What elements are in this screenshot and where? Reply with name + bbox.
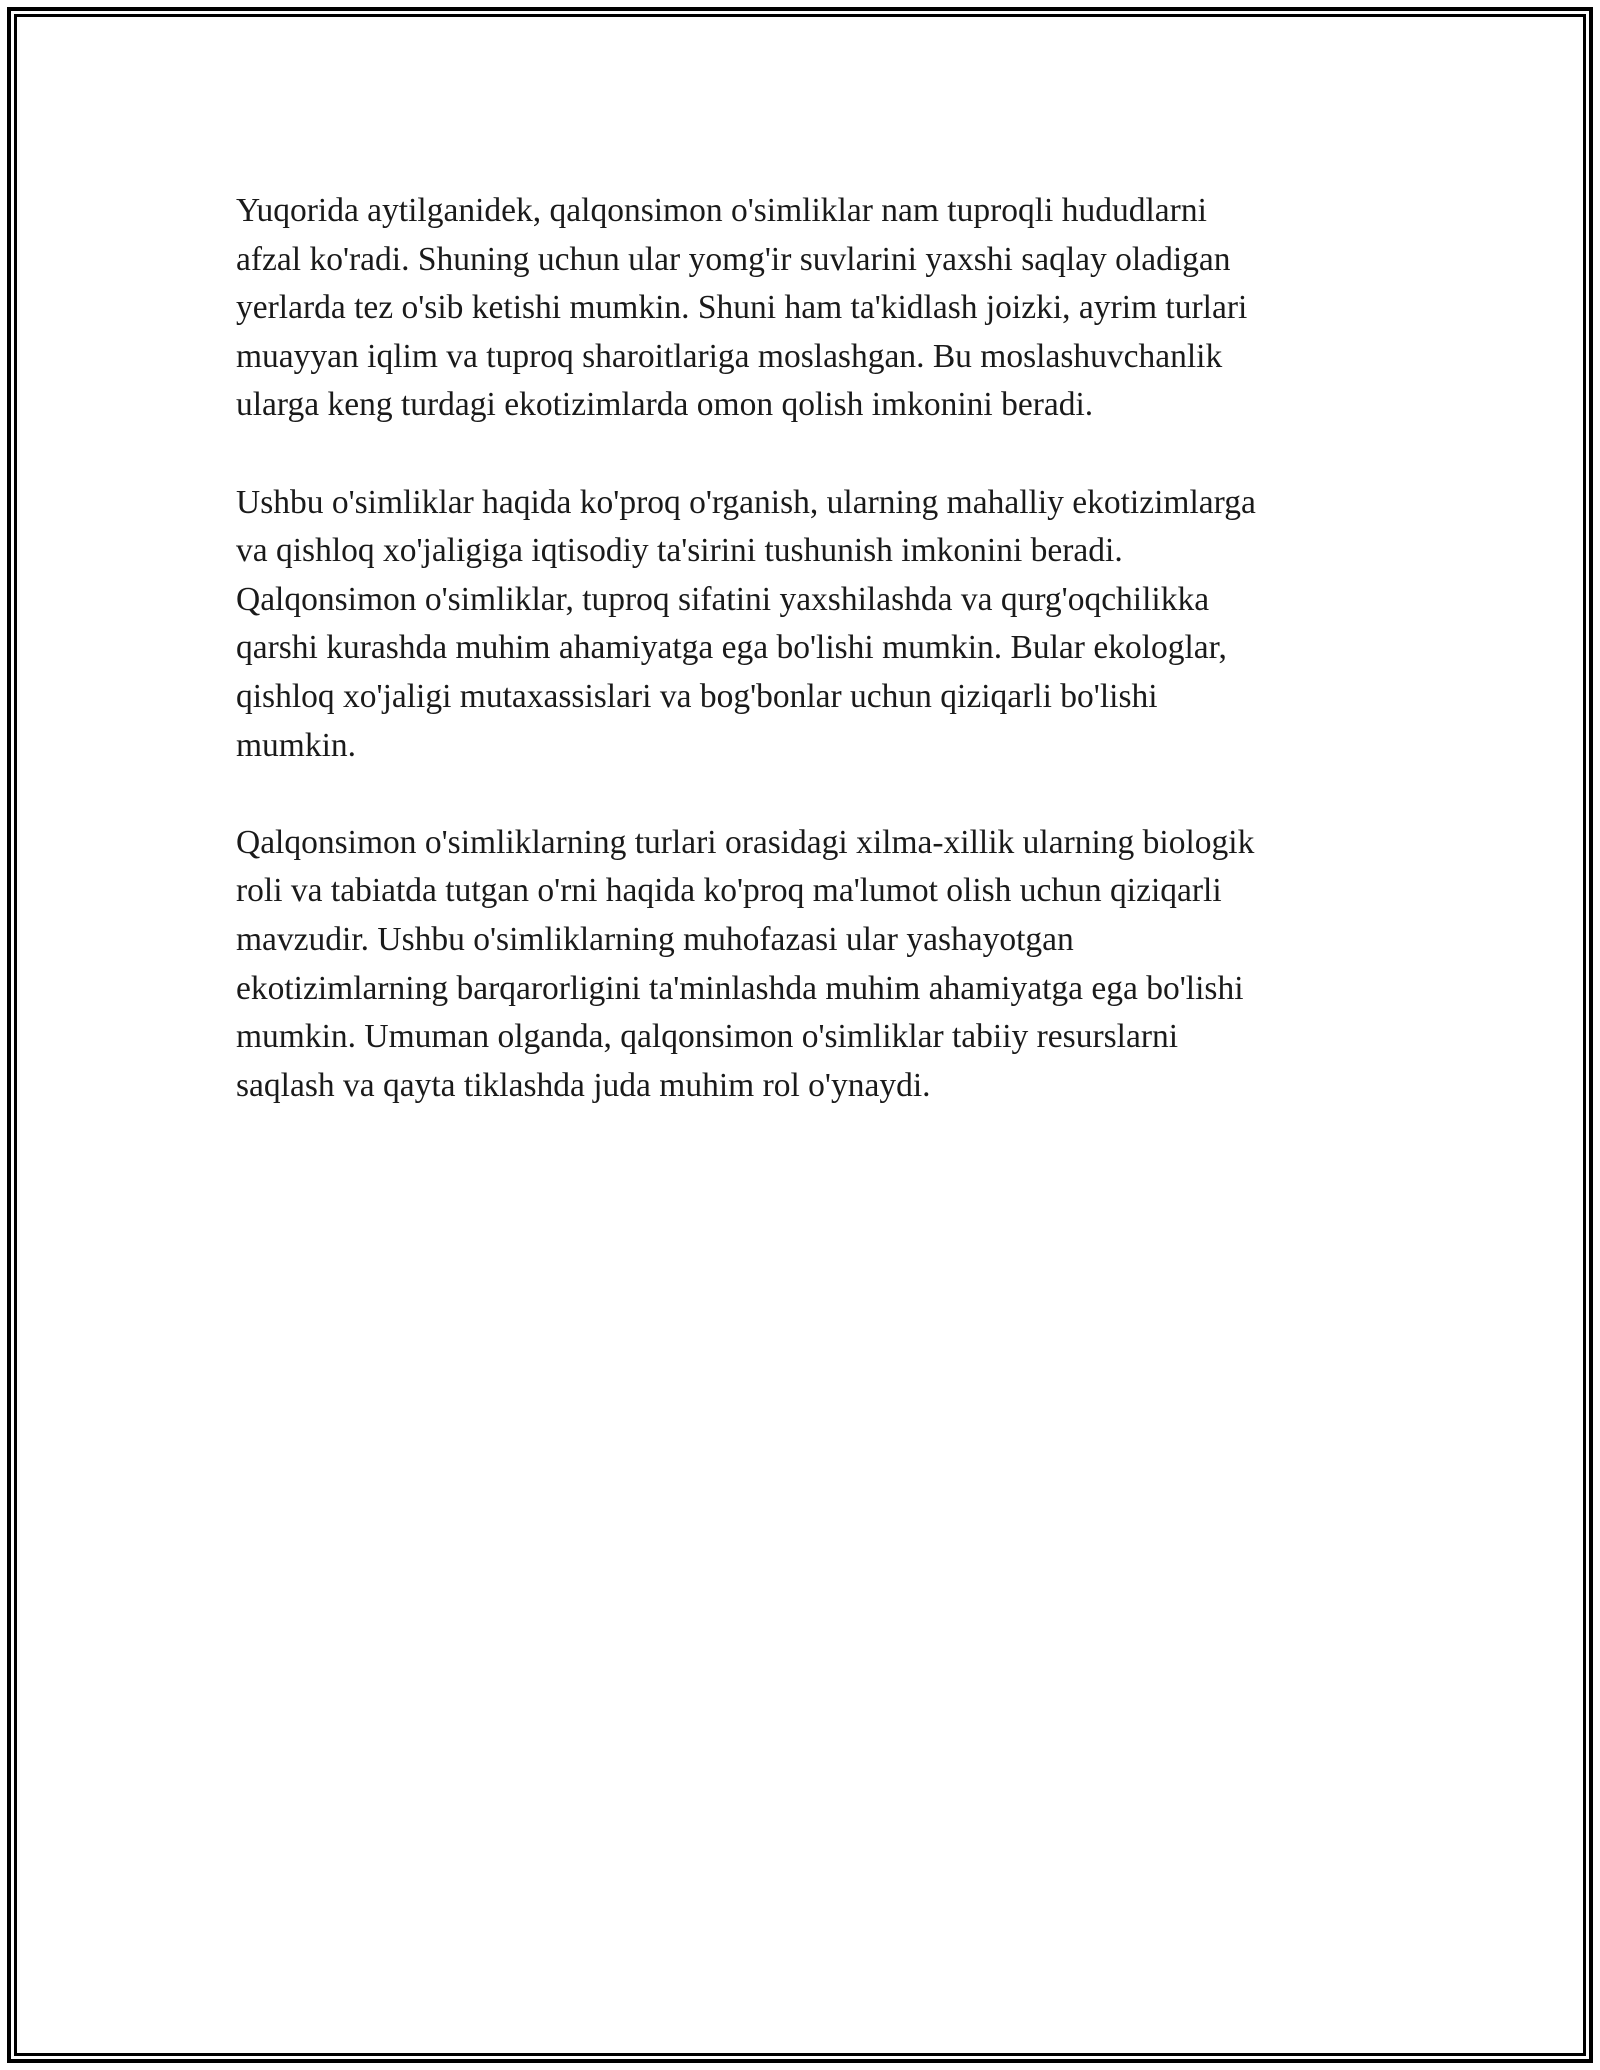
text-line: muayyan iqlim va tuproq sharoitlariga moslashgan. Bu moslashuvchanlik <box>236 337 1223 375</box>
text-line: qarshi kurashda muhim ahamiyatga ega bo'lishi mumkin. Bular ekologlar, <box>236 629 1227 667</box>
text-line: saqlash va qayta tiklashda juda muhim rol o'ynaydi. <box>236 1066 931 1104</box>
text-line: mumkin. Umuman olganda, qalqonsimon o'simliklar tabiiy resurslarni <box>236 1018 1179 1056</box>
text-line: afzal ko'radi. Shuning uchun ular yomg'ir suvlarini yaxshi saqlay oladigan <box>236 240 1231 278</box>
text-line: Yuqorida aytilganidek, qalqonsimon o'simliklar nam tuproqli hududlarni <box>236 192 1207 229</box>
text-line: roli va tabiatda tutgan o'rni haqida ko'proq ma'lumot olish uchun qiziqarli <box>236 872 1222 910</box>
document-body <box>236 187 1376 1110</box>
text-line: ularga keng turdagi ekotizimlarda omon qolish imkonini beradi. <box>236 386 1094 424</box>
text-line: Ushbu o'simliklar haqida ko'proq o'rganish, ularning mahalliy ekotizimlarga <box>236 483 1256 521</box>
paragraph-1 <box>236 187 1376 430</box>
paragraph-3 <box>236 819 1376 1111</box>
text-line: Qalqonsimon o'simliklarning turlari orasidagi xilma-xillik ularning biologik <box>236 823 1255 861</box>
text-line: Qalqonsimon o'simliklar, tuproq sifatini yaxshilashda va qurg'oqchilikka <box>236 580 1210 618</box>
text-line: yerlarda tez o'sib ketishi mumkin. Shuni ham ta'kidlash joizki, ayrim turlari <box>236 289 1248 327</box>
text-line: mumkin. <box>236 726 357 764</box>
text-line: qishloq xo'jaligi mutaxassislari va bog'bonlar uchun qiziqarli bo'lishi <box>236 677 1158 715</box>
text-line: va qishloq xo'jaligiga iqtisodiy ta'sirini tushunish imkonini beradi. <box>236 532 1123 570</box>
text-line: ekotizimlarning barqarorligini ta'minlashda muhim ahamiyatga ega bo'lishi <box>236 969 1244 1007</box>
text-line: mavzudir. Ushbu o'simliklarning muhofazasi ular yashayotgan <box>236 920 1074 958</box>
paragraph-2 <box>236 479 1376 771</box>
